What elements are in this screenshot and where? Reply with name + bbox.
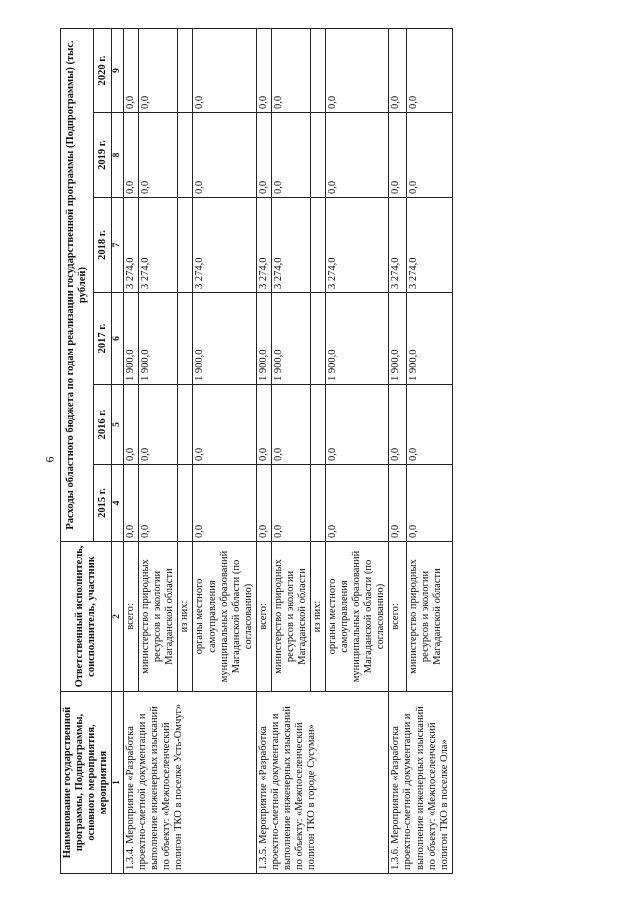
value-cell: 1 900,0 bbox=[256, 293, 271, 385]
value-cell: 0,0 bbox=[256, 113, 271, 198]
value-cell: 3 274,0 bbox=[256, 198, 271, 293]
value-cell: 0,0 bbox=[407, 113, 453, 198]
value-cell: 0,0 bbox=[139, 385, 178, 465]
value-cell: 0,0 bbox=[193, 465, 256, 542]
value-cell: 0,0 bbox=[407, 465, 453, 542]
year-header: 2016 г. bbox=[93, 385, 111, 465]
value-cell: 1 900,0 bbox=[389, 293, 407, 385]
value-cell: 1 900,0 bbox=[124, 293, 139, 385]
year-header: 2018 г. bbox=[93, 198, 111, 293]
value-cell: 3 274,0 bbox=[193, 198, 256, 293]
value-cell: 0,0 bbox=[389, 465, 407, 542]
header-row-1 bbox=[61, 28, 94, 873]
value-cell: 0,0 bbox=[271, 113, 310, 198]
column-index-row bbox=[112, 28, 124, 873]
value-cell: 0,0 bbox=[139, 465, 178, 542]
value-cell: 0,0 bbox=[139, 113, 178, 198]
year-header: 2019 г. bbox=[93, 113, 111, 198]
value-cell: 0,0 bbox=[271, 28, 310, 112]
value-cell: 1 900,0 bbox=[326, 293, 389, 385]
activity-name: 1.3.5. Мероприятие «Разработка проектно-сметной документации и выполнение инженерных изысканий по объекту: «Межпоселенческий полигон ТКО в городе Сусуман» bbox=[256, 692, 389, 874]
year-header: 2015 г. bbox=[93, 465, 111, 542]
value-cell: 3 274,0 bbox=[271, 198, 310, 293]
executor-label: министерство природных ресурсов и экологии Магаданской области bbox=[271, 542, 310, 692]
value-cell: 0,0 bbox=[271, 385, 310, 465]
value-cell: 0,0 bbox=[193, 28, 256, 112]
column-index: 5 bbox=[112, 385, 124, 465]
column-index: 4 bbox=[112, 465, 124, 542]
executor-label: министерство природных ресурсов и экологии Магаданской области bbox=[407, 542, 453, 692]
value-cell: 0,0 bbox=[326, 465, 389, 542]
header-name: Наименование государственной программы, Подпрограммы, основного мероприятия, мероприятия bbox=[61, 692, 112, 874]
value-cell: 3 274,0 bbox=[139, 198, 178, 293]
value-cell: 0,0 bbox=[389, 113, 407, 198]
column-index: 7 bbox=[112, 198, 124, 293]
value-cell: 0,0 bbox=[389, 385, 407, 465]
executor-label: органы местного самоуправления муниципальных образований Магаданской области (по согласованию) bbox=[193, 542, 256, 692]
value-cell: 0,0 bbox=[256, 465, 271, 542]
year-header: 2017 г. bbox=[93, 293, 111, 385]
table-row bbox=[256, 28, 271, 873]
value-cell: 1 900,0 bbox=[139, 293, 178, 385]
total-label: всего: bbox=[124, 542, 139, 692]
value-cell: 0,0 bbox=[124, 28, 139, 112]
column-index: 2 bbox=[112, 542, 124, 692]
activity-name: 1.3.6. Мероприятие «Разработка проектно-сметной документации и выполнение инженерных изысканий по объекту: «Межпоселенческий полигон ТКО в поселке Ола» bbox=[389, 692, 452, 874]
value-cell: 3 274,0 bbox=[389, 198, 407, 293]
rotated-table-container bbox=[60, 29, 600, 874]
value-cell: 0,0 bbox=[389, 28, 407, 112]
executor-label: органы местного самоуправления муниципальных образований Магаданской области (по согласованию) bbox=[326, 542, 389, 692]
column-index: 1 bbox=[112, 692, 124, 874]
of-them-label: из них: bbox=[311, 542, 326, 692]
value-cell: 0,0 bbox=[124, 113, 139, 198]
value-cell: 0,0 bbox=[407, 385, 453, 465]
value-cell: 0,0 bbox=[326, 385, 389, 465]
value-cell: 0,0 bbox=[256, 385, 271, 465]
activity-name: 1.3.4. Мероприятие «Разработка проектно-сметной документации и выполнение инженерных изысканий по объекту: «Межпоселенческий полигон ТКО в поселке Усть-Омчуг» bbox=[124, 692, 257, 874]
value-cell: 0,0 bbox=[124, 465, 139, 542]
value-cell: 0,0 bbox=[326, 113, 389, 198]
table-row bbox=[389, 28, 407, 873]
page-number: 6 bbox=[42, 456, 57, 463]
year-header: 2020 г. bbox=[93, 28, 111, 112]
column-index: 9 bbox=[112, 28, 124, 112]
value-cell: 0,0 bbox=[271, 465, 310, 542]
value-cell: 1 900,0 bbox=[271, 293, 310, 385]
value-cell: 0,0 bbox=[256, 28, 271, 112]
value-cell: 1 900,0 bbox=[407, 293, 453, 385]
value-cell: 1 900,0 bbox=[193, 293, 256, 385]
column-index: 6 bbox=[112, 293, 124, 385]
value-cell: 0,0 bbox=[326, 28, 389, 112]
header-expenses: Расходы областного бюджета по годам реализации государственной программы (Подпрограммы) (тыс. рублей) bbox=[61, 28, 94, 541]
table-row bbox=[124, 28, 139, 873]
value-cell: 0,0 bbox=[193, 385, 256, 465]
of-them-label: из них: bbox=[178, 542, 193, 692]
value-cell: 3 274,0 bbox=[124, 198, 139, 293]
value-cell: 0,0 bbox=[139, 28, 178, 112]
column-index: 8 bbox=[112, 113, 124, 198]
value-cell: 3 274,0 bbox=[326, 198, 389, 293]
value-cell: 3 274,0 bbox=[407, 198, 453, 293]
value-cell: 0,0 bbox=[193, 113, 256, 198]
executor-label: министерство природных ресурсов и экологии Магаданской области bbox=[139, 542, 178, 692]
total-label: всего: bbox=[256, 542, 271, 692]
total-label: всего: bbox=[389, 542, 407, 692]
budget-table bbox=[60, 28, 453, 874]
value-cell: 0,0 bbox=[407, 28, 453, 112]
value-cell: 0,0 bbox=[124, 385, 139, 465]
header-executor: Ответственный исполнитель, соисполнитель, участник bbox=[61, 542, 112, 692]
